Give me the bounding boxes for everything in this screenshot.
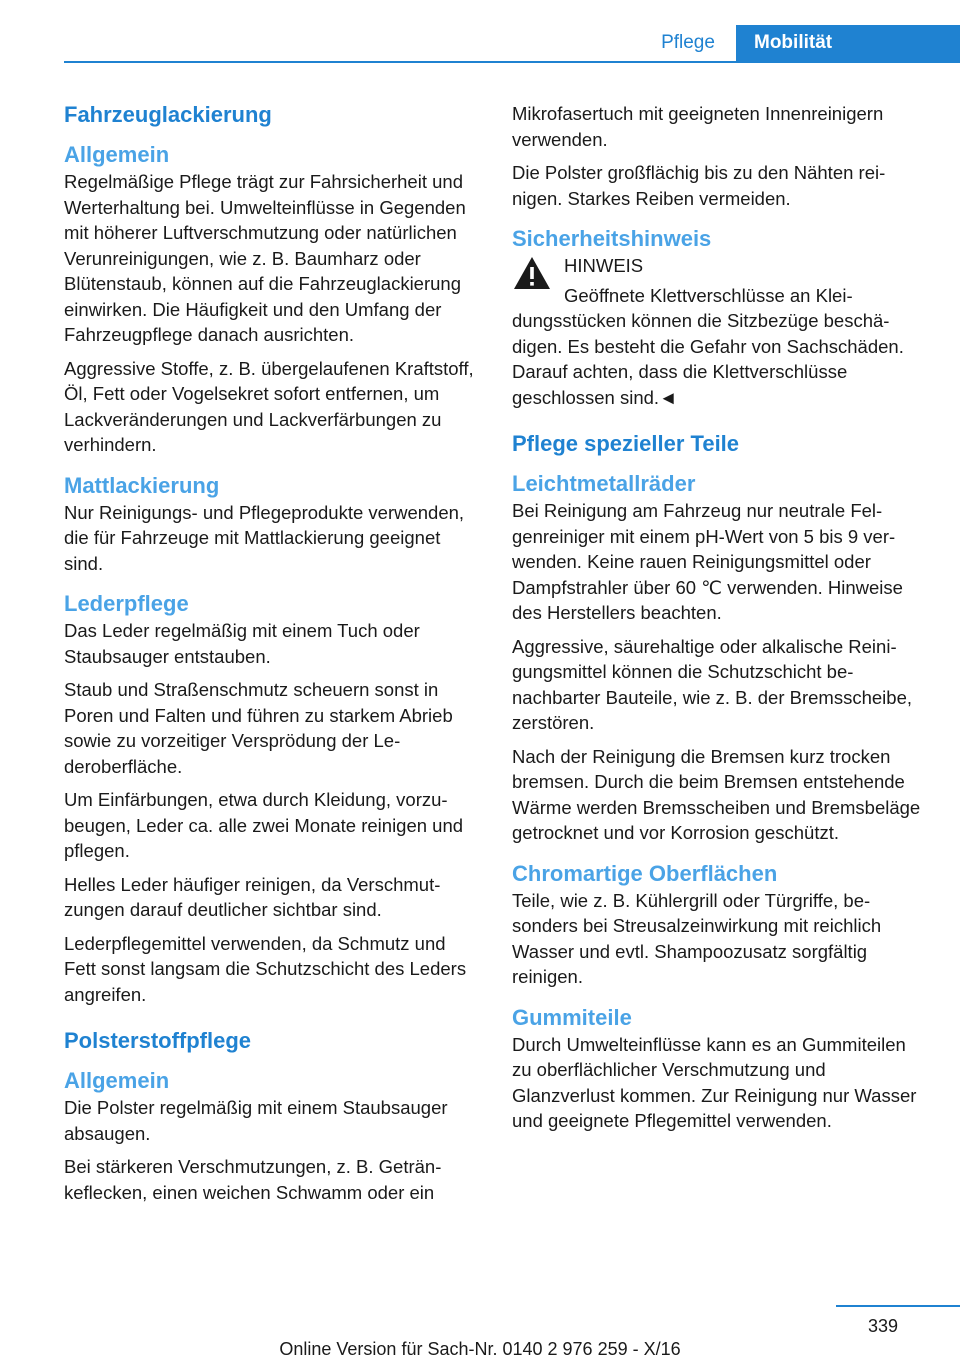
safety-notice <box>512 253 928 410</box>
left-column <box>64 101 480 1213</box>
paragraph: Nach der Reinigung die Bremsen kurz trocken bremsen. Durch die beim Bremsen entstehende Wärme werden Bremsscheiben und Bremsbeläge getrocknet und vor Korrosion geschützt. <box>512 745 921 843</box>
paragraph: Die Polster regelmäßig mit einem Staubsauger absaugen. <box>64 1097 448 1144</box>
paragraph: Das Leder regelmäßig mit einem Tuch oder Staubsauger entstauben. <box>64 620 420 667</box>
paragraph: Die Polster großflächig bis zu den Nähten reinigen. Starkes Reiben vermeiden. <box>512 162 886 209</box>
page-number: 339 <box>867 1316 898 1336</box>
heading-gummiteile: Gummiteile <box>512 1004 632 1030</box>
heading-fahrzeuglackierung: Fahrzeuglackierung <box>64 102 272 127</box>
paragraph: Regelmäßige Pflege trägt zur Fahrsicherheit und Werterhaltung bei. Umwelteinflüsse in Gegenden mit höherer Luftverschmutzung oder natürlichen Verunreinigungen, wie z. B. Baumharz oder Blütenstaub, können auf die Fahrzeuglackierung einwirken. Die Häufigkeit und den Umfang der Fahrzeugpflege danach ausrichten. <box>64 171 466 345</box>
notice-label: HINWEIS <box>564 255 644 276</box>
paragraph: Aggressive, säurehaltige oder alkalische Reinigungsmittel können die Schutzschicht benachbarter Bauteile, wie z. B. der Bremsscheibe, zerstören. <box>512 635 912 733</box>
paragraph: Nur Reinigungs- und Pflegeprodukte verwenden, die für Fahrzeuge mit Mattlackierung geeignet sind. <box>64 501 465 574</box>
paragraph: Aggressive Stoffe, z. B. übergelaufenen Kraftstoff, Öl, Fett oder Vogelsekret sofort entfernen, um Lackveränderungen und Lackverfärbungen zu verhindern. <box>64 357 474 455</box>
tab-mobilitaet[interactable]: Mobilität <box>736 25 960 61</box>
heading-mattlackierung: Mattlackierung <box>64 472 220 498</box>
paragraph: Mikrofasertuch mit geeigneten Innenreinigern verwenden. <box>512 103 884 150</box>
tab-pflege[interactable]: Pflege <box>661 32 715 53</box>
heading-pflege-spezieller-teile: Pflege spezieller Teile <box>512 431 740 456</box>
warning-icon <box>512 255 552 291</box>
heading-sicherheitshinweis: Sicherheitshinweis <box>512 226 712 251</box>
online-version-note: Online Version für Sach-Nr. 0140 2 976 259 - X/16 <box>279 1339 681 1359</box>
paragraph: Helles Leder häufiger reinigen, da Verschmutzungen darauf deutlicher sichtbar sind. <box>64 873 441 920</box>
footer-divider <box>836 1305 960 1307</box>
right-column <box>512 101 928 1142</box>
heading-polsterstoffpflege: Polsterstoffpflege <box>64 1028 252 1053</box>
heading-chromartige-oberflaechen: Chromartige Oberflächen <box>512 860 778 886</box>
heading-lederpflege: Lederpflege <box>64 591 189 616</box>
page-header <box>0 0 960 62</box>
heading-allgemein-polster: Allgemein <box>64 1068 170 1093</box>
heading-leichtmetallraeder: Leichtmetallräder <box>512 471 696 496</box>
notice-text: Geöffnete Klettverschlüsse an Kleidungsstücken können die Sitzbezüge beschädigen. Es besteht die Gefahr von Sachschäden. Darauf achten, dass die Klettverschlüsse geschlossen sind.◄ <box>512 284 904 408</box>
paragraph: Lederpflegemittel verwenden, da Schmutz und Fett sonst langsam die Schutzschicht des Leders angreifen. <box>64 932 467 1005</box>
paragraph: Durch Umwelteinflüsse kann es an Gummiteilen zu oberflächlicher Verschmutzung und Glanzverlust kommen. Zur Reinigung nur Wasser und geeignete Pflegemittel verwenden. <box>512 1033 917 1131</box>
header-divider <box>64 61 960 63</box>
paragraph: Bei Reinigung am Fahrzeug nur neutrale Felgenreiniger mit einem pH-Wert von 5 bis 9 verwenden. Keine rauen Reinigungsmittel oder Dampfstrahler über 60 ℃ verwenden. Hinweise des Herstellers beachten. <box>512 500 903 623</box>
paragraph: Bei stärkeren Verschmutzungen, z. B. Getränkeflecken, einen weichen Schwamm oder ein <box>64 1156 442 1203</box>
heading-allgemein: Allgemein <box>64 142 170 167</box>
paragraph: Um Einfärbungen, etwa durch Kleidung, vorzubeugen, Leder ca. alle zwei Monate reinigen und pflegen. <box>64 789 464 861</box>
paragraph: Staub und Straßenschmutz scheuern sonst in Poren und Falten und führen zu starkem Abrieb sowie zu vorzeitiger Versprödung der Lederoberfläche. <box>64 679 453 777</box>
paragraph: Teile, wie z. B. Kühlergrill oder Türgriffe, besonders bei Streusalzeinwirkung mit reichlich Wasser und evtl. Shampoozusatz sorgfältig reinigen. <box>512 889 882 987</box>
